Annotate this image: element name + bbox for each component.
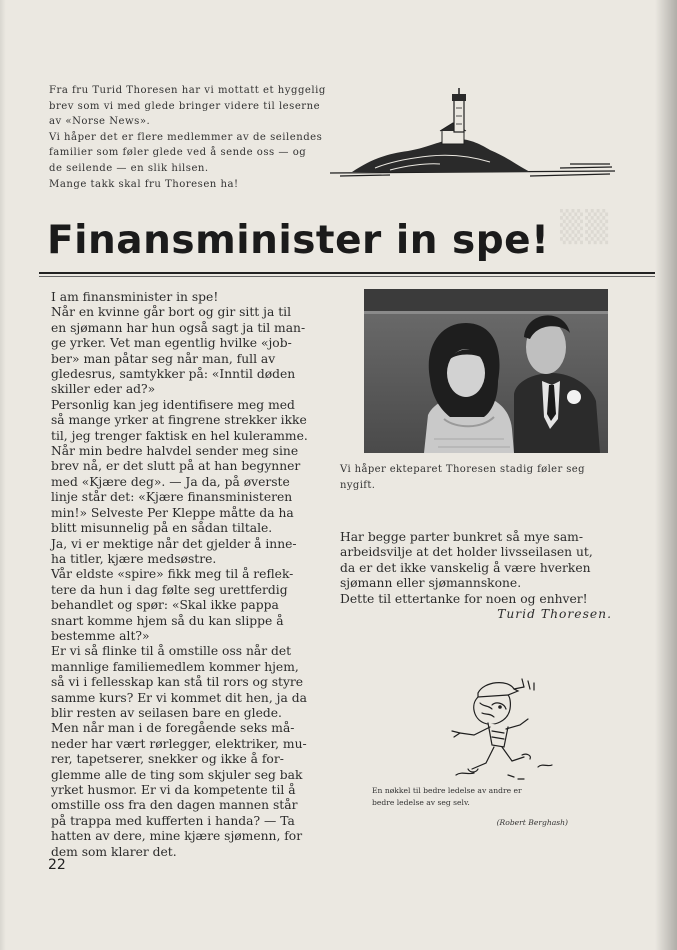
intro-line: Fra fru Turid Thoresen har vi mottatt et hyggelig <box>49 85 326 96</box>
body-line: Personlig kan jeg identifisere meg med <box>51 397 295 412</box>
body-line: behandlet og spør: «Skal ikke pappa <box>51 598 279 613</box>
couple-photo <box>364 289 608 453</box>
body-line: samme kurs? Er vi kommet dit hen, ja da <box>51 690 307 705</box>
intro-line: de seilende — en slik hilsen. <box>49 162 209 174</box>
intro-line: brev som vi med glede bringer videre til leserne <box>49 100 321 112</box>
body-line: ber» man påtar seg når man, full av <box>51 351 276 366</box>
body-line: bestemme alt?» <box>51 628 150 643</box>
body-line: omstille oss fra den dagen mannen står <box>51 798 298 813</box>
body-line: mannlige familiemedlem kommer hjem, <box>51 659 299 674</box>
intro-line: av «Norse News». <box>49 116 151 128</box>
body-line: brev nå, er det slutt på at han begynner <box>51 459 301 474</box>
body-line: så mange yrker at fingrene strekker ikke <box>51 413 307 428</box>
page-binding-shadow <box>655 0 677 950</box>
caption-line: nygift. <box>340 480 376 491</box>
body-line: med «Kjære deg». — Ja da, på øverste <box>51 474 290 489</box>
body-line: rer, tapetserer, snekker og ikke å for- <box>51 752 284 767</box>
body-line: Har begge parter bunkret så mye sam- <box>340 530 583 544</box>
body-line: da er det ikke vanskelig å være hverken <box>340 560 591 575</box>
quote-author: (Robert Berghash) <box>496 818 568 827</box>
article-body-left <box>51 290 336 860</box>
body-line: Vår eldste «spire» fikk meg til å reflek- <box>51 567 294 582</box>
body-line: snart komme hjem så du kan slippe å <box>51 613 284 628</box>
body-line: en sjømann har hun også sagt ja til man- <box>51 320 306 335</box>
body-line: så vi i fellesskap kan stå til rors og styre <box>51 675 304 690</box>
body-line: min!» Selveste Per Kleppe måtte da ha <box>51 505 294 520</box>
intro-line: Vi håper det er flere medlemmer av de seilendes <box>49 131 323 143</box>
body-line: ha titler, kjære medsøstre. <box>51 551 217 566</box>
body-line: Når en kvinne går bort og gir sitt ja til <box>51 305 292 320</box>
body-line: Men når man i de foregående seks må- <box>51 721 295 736</box>
intro-line: familier som føler glede ved å sende oss — og <box>49 147 307 159</box>
body-line: yrket husmor. Er vi da kompetente til å <box>51 783 296 797</box>
body-line: glemme alle de ting som skjuler seg bak <box>51 767 303 782</box>
article-body-right <box>340 530 612 607</box>
article-headline: Finansminister in spe! <box>47 218 550 263</box>
body-line: tere da hun i dag følte seg urettferdig <box>51 582 288 597</box>
body-line: Dette til ettertanke for noen og enhver! <box>340 591 588 606</box>
quote-line: En nøkkel til bedre ledelse av andre er <box>372 786 522 795</box>
headline-rule <box>39 272 655 274</box>
body-line: dem som klarer det. <box>51 844 177 859</box>
body-line: hatten av dere, mine kjære sjømenn, for <box>51 829 303 844</box>
page-number: 22 <box>48 857 66 873</box>
body-line: linje står det: «Kjære finansministeren <box>51 490 293 505</box>
body-line: arbeidsvilje at det holder livsseilasen ut, <box>340 545 593 560</box>
body-line: Er vi så flinke til å omstille oss når det <box>51 644 292 659</box>
page-left-edge <box>0 0 6 950</box>
caption-line: Vi håper ekteparet Thoresen stadig føler seg <box>340 464 585 475</box>
body-line: skiller eder ad?» <box>51 382 156 397</box>
quote-box <box>372 785 582 808</box>
body-line: på trappa med kufferten i handa? — Ta <box>51 813 295 828</box>
author-signature: Turid Thoresen. <box>497 607 612 621</box>
running-sailor-cartoon <box>448 675 566 785</box>
body-line: I am finansminister in spe! <box>51 290 219 304</box>
intro-line: Mange takk skal fru Thoresen ha! <box>49 178 239 190</box>
body-line: sjømann eller sjømannskone. <box>340 576 522 591</box>
show-through-text: ▒▒ <box>560 210 611 245</box>
body-line: Når min bedre halvdel sender meg sine <box>51 444 299 459</box>
quote-line: bedre ledelse av seg selv. <box>372 797 470 807</box>
body-line: Ja, vi er mektige når det gjelder å inne- <box>51 536 297 551</box>
lighthouse-illustration <box>330 88 615 188</box>
body-line: blir resten av seilasen bare en glede. <box>51 705 282 720</box>
body-line: til, jeg trenger faktisk en hel kuleramme. <box>51 428 308 443</box>
intro-text <box>49 83 339 192</box>
body-line: ge yrker. Vet man egentlig hvilke «job- <box>51 336 292 351</box>
body-line: neder har vært rørlegger, elektriker, mu- <box>51 736 307 751</box>
headline-rule-thin <box>39 276 655 277</box>
body-line: gledesrus, samtykker på: «Inntil døden <box>51 367 296 382</box>
body-line: blitt misunnelig på en sådan tiltale. <box>51 521 273 536</box>
photo-caption <box>340 462 612 494</box>
